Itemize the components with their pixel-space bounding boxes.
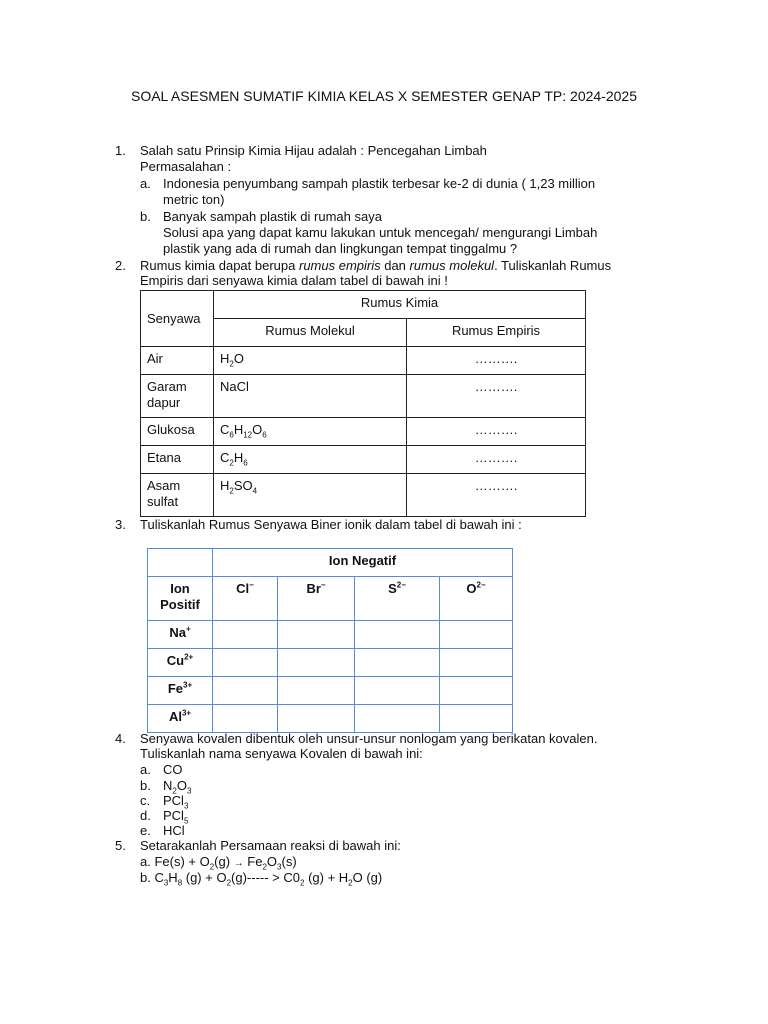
answer-cell[interactable] [355,621,440,649]
header-ion-positif-l1: Ion [170,581,190,596]
answer-cell[interactable] [278,621,355,649]
empirical-formula-table [140,290,586,517]
q1b-label: b. [140,209,151,224]
answer-blank[interactable]: ………. [407,474,586,517]
header-ion-positif-l2: Positif [160,597,200,612]
q2-line2: Empiris dari senyawa kimia dalam tabel di bawah ini ! [140,273,448,288]
answer-cell[interactable] [213,649,278,677]
answer-cell[interactable] [440,677,513,705]
q4-line1: Senyawa kovalen dibentuk oleh unsur-unsur nonlogam yang berikatan kovalen. [140,731,598,746]
molecular-formula: $H_2SO_4$ [214,474,407,517]
ionic-compound-table [147,548,513,733]
q1b-line2: Solusi apa yang dapat kamu lakukan untuk mencegah/ mengurangi Limbah [163,225,598,240]
q1a-line1: Indonesia penyumbang sampah plastik terbesar ke-2 di dunia ( 1,23 million [163,176,596,191]
answer-cell[interactable] [278,705,355,733]
q1-number: 1. [115,143,126,158]
molecular-formula: $C_6H_{12}O_6$ [214,418,407,446]
header-rumus-kimia: Rumus Kimia [214,291,586,319]
q4d-formula: PCl$_5$ [163,808,189,826]
q5-number: 5. [115,838,126,853]
cation-al: $Al^{3+}$ [148,705,213,733]
compound-name: Glukosa [141,418,214,446]
header-rumus-molekul: Rumus Molekul [214,319,407,347]
anion-cl: Cl− [213,577,278,621]
q2-number: 2. [115,258,126,273]
answer-cell[interactable] [213,677,278,705]
answer-cell[interactable] [213,621,278,649]
q3-line1: Tuliskanlah Rumus Senyawa Biner ionik dalam tabel di bawah ini : [140,517,522,532]
q5a-equation: a. $Fe(s) + O_2(g) \to Fe_2O_3(s)$ [140,854,297,872]
table-row [148,621,513,649]
header-ion-positif [148,577,213,621]
compound-name: Air [141,347,214,375]
answer-blank[interactable]: ………. [407,347,586,375]
q5-line1: Setarakanlah Persamaan reaksi di bawah ini: [140,838,401,853]
q1a-line2: metric ton) [163,192,225,207]
table-row [141,446,586,474]
answer-cell[interactable] [440,705,513,733]
table-row [148,649,513,677]
q1-line2: Permasalahan : [140,159,232,174]
answer-cell[interactable] [440,621,513,649]
q4e-formula: HCl [163,823,185,838]
anion-s: $S^{2-}$ [355,577,440,621]
q4c-formula: PCl$_3$ [163,793,189,811]
table-row [148,677,513,705]
corner-cell [148,549,213,577]
answer-blank[interactable]: ………. [407,418,586,446]
q4d-label: d. [140,808,151,823]
q2-text-a: Rumus kimia dapat berupa [140,258,299,273]
q4b-formula: $N_2O_3$ [163,778,192,796]
compound-name-l1: Garam [147,379,187,394]
q4-number: 4. [115,731,126,746]
q4a-label: a. [140,762,151,777]
table-row [148,705,513,733]
molecular-formula: NaCl [214,375,407,418]
anion-o: $O^{2-}$ [440,577,513,621]
q1-line1: Salah satu Prinsip Kimia Hijau adalah : Pencegahan Limbah [140,143,487,158]
anion-br: Br− [278,577,355,621]
q1b-line3: plastik yang ada di rumah dan lingkungan tempat tinggalmu ? [163,241,518,256]
answer-cell[interactable] [278,677,355,705]
q3-number: 3. [115,517,126,532]
header-rumus-empiris: Rumus Empiris [407,319,586,347]
table-row [141,347,586,375]
answer-cell[interactable] [355,705,440,733]
compound-name: Etana [141,446,214,474]
q2-term-molekul: rumus molekul [409,258,495,273]
compound-name-l2: dapur [147,395,181,410]
answer-blank[interactable]: ………. [407,375,586,418]
compound-name-l1: Asam [147,478,181,493]
q2-line1 [140,258,611,274]
answer-cell[interactable] [278,649,355,677]
q1a-label: a. [140,176,151,191]
q5b-equation: b. $C_3H_8$ $(g) + O_2(g)----- > C0_2$ $(g) + H_2O$ (g) [140,870,383,888]
cation-fe: $Fe^{3+}$ [148,677,213,705]
table-row [141,474,586,517]
molecular-formula: $C_2H_6$ [214,446,407,474]
header-senyawa: Senyawa [141,291,214,347]
page-title: SOAL ASESMEN SUMATIF KIMIA KELAS X SEMESTER GENAP TP: 2024-2025 [130,88,637,104]
q2-term-empiris: rumus empiris [298,258,381,273]
compound-name [141,375,214,418]
q4c-label: c. [140,793,151,808]
answer-blank[interactable]: ………. [407,446,586,474]
table-row [141,375,586,418]
answer-cell[interactable] [440,649,513,677]
compound-name [141,474,214,517]
answer-cell[interactable] [355,649,440,677]
cation-cu: $Cu^{2+}$ [148,649,213,677]
q4e-label: e. [140,823,151,838]
q1b-line1: Banyak sampah plastik di rumah saya [163,209,382,224]
q2-text-c: dan [380,258,410,273]
table-row [141,418,586,446]
header-ion-negatif: Ion Negatif [213,549,513,577]
q4a-formula: CO [163,762,183,777]
q4-line2: Tuliskanlah nama senyawa Kovalen di bawah ini: [140,746,423,761]
cation-na: Na+ [148,621,213,649]
q4b-label: b. [140,778,151,793]
molecular-formula: $H_2O$ [214,347,407,375]
answer-cell[interactable] [213,705,278,733]
compound-name-l2: sulfat [147,494,179,509]
q2-text-e: . Tuliskanlah Rumus [494,258,612,273]
answer-cell[interactable] [355,677,440,705]
